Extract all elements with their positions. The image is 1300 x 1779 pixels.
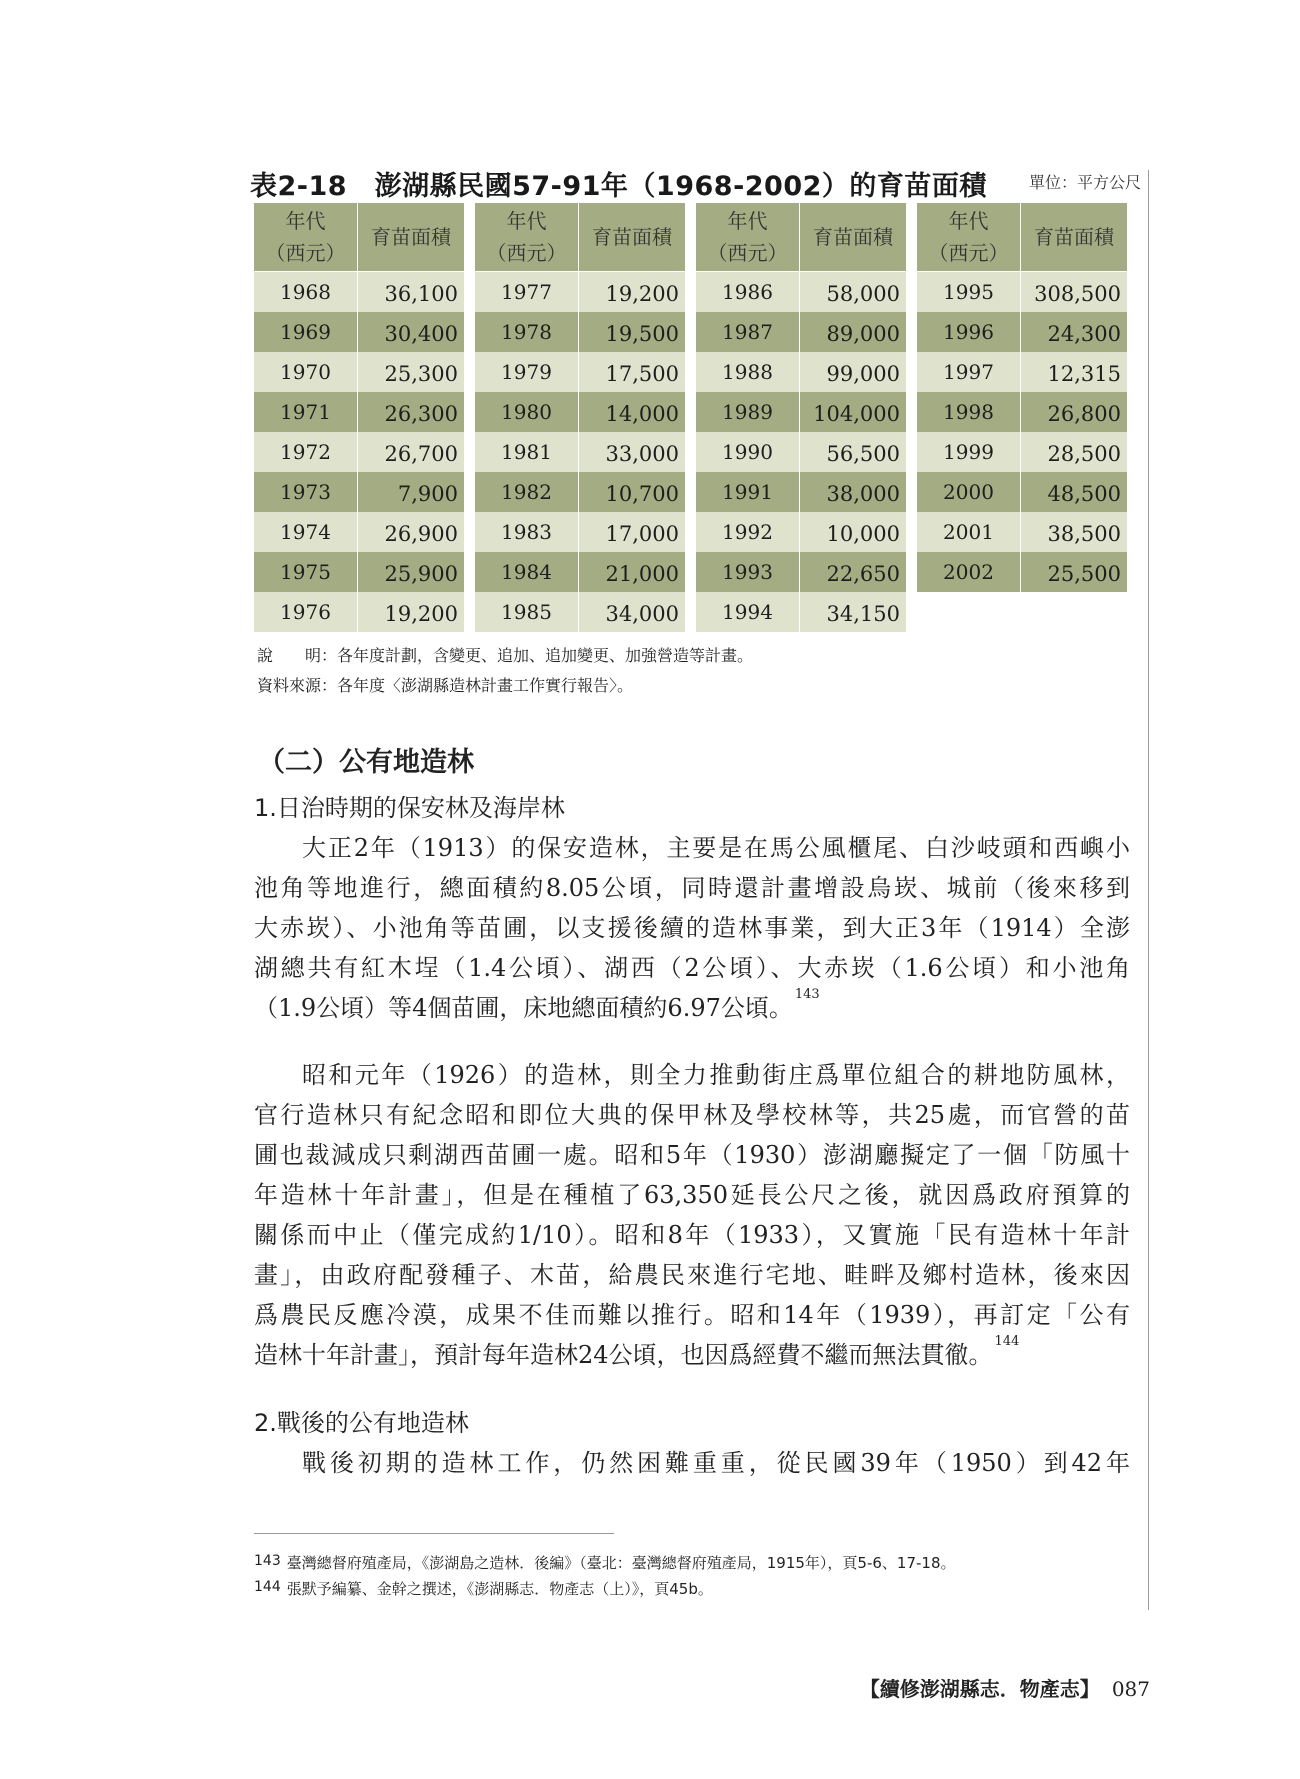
header-value [1021, 203, 1127, 271]
table-column-group [917, 203, 1127, 592]
paragraph-line [254, 1135, 1130, 1170]
header-value [579, 203, 685, 271]
table-row [475, 432, 685, 472]
cell-year: 2000 [917, 472, 1021, 512]
table-row [917, 392, 1127, 432]
paragraph-line-text: 大赤崁）、小池角等苗圃，以支援後續的造林事業，到大正3年（1914）全澎 [254, 914, 1130, 942]
cell-year: 1991 [696, 472, 800, 512]
table-title: 表2-18 澎湖縣民國57-91年（1968-2002）的育苗面積 [250, 171, 987, 202]
table-header [917, 203, 1127, 272]
table-row [917, 512, 1127, 552]
header-value-label: 育苗面積 [1034, 225, 1114, 249]
paragraph-line [254, 1295, 1130, 1330]
paragraph-line [254, 1335, 1130, 1370]
cell-year: 1983 [475, 512, 579, 552]
cell-area: 48,500 [1047, 482, 1121, 506]
cell-year: 1998 [917, 392, 1021, 432]
table-row [475, 512, 685, 552]
table-row [696, 312, 906, 352]
header-year [475, 203, 579, 271]
table-row [696, 512, 906, 552]
cell-year: 1984 [475, 552, 579, 592]
cell-year: 1978 [475, 312, 579, 352]
table-row [254, 472, 464, 512]
cell-year: 1988 [696, 352, 800, 392]
table-column-group [254, 203, 464, 632]
cell-area: 36,100 [384, 282, 458, 306]
paragraph-line-text: 爲農民反應冷漠，成果不佳而難以推行。昭和14年（1939），再訂定「公有 [254, 1301, 1130, 1329]
cell-area: 19,500 [605, 322, 679, 346]
paragraph-line [254, 988, 1130, 1023]
table-row [254, 312, 464, 352]
paragraph-line [302, 1055, 1130, 1090]
paragraph-line-text: 湖總共有紅木埕（1.4公頃）、湖西（2公頃）、大赤崁（1.6公頃）和小池角 [254, 954, 1130, 982]
footnote-144 [254, 1578, 713, 1599]
cell-area: 26,900 [384, 522, 458, 546]
cell-area: 10,700 [605, 482, 679, 506]
subsection-title-1: 1.日治時期的保安林及海岸林 [254, 794, 565, 822]
cell-year: 1996 [917, 312, 1021, 352]
table-column-group [475, 203, 685, 632]
header-value-label: 育苗面積 [813, 225, 893, 249]
footnote-number: 143 [254, 1553, 281, 1569]
cell-area: 17,000 [605, 522, 679, 546]
cell-area: 14,000 [605, 402, 679, 426]
table-row [475, 392, 685, 432]
subsection-title-2: 2.戰後的公有地造林 [254, 1409, 469, 1437]
header-year-label: 年代 [727, 209, 768, 233]
table-row [696, 392, 906, 432]
cell-year: 1974 [254, 512, 358, 552]
header-year [696, 203, 800, 271]
cell-year: 1980 [475, 392, 579, 432]
cell-area: 19,200 [384, 602, 458, 626]
table-row [475, 472, 685, 512]
cell-year: 1973 [254, 472, 358, 512]
cell-area: 26,700 [384, 442, 458, 466]
paragraph-line-text: 造林十年計畫」，預計每年造林24公頃，也因爲經費不繼而無法貫徹。 [254, 1341, 993, 1369]
table-row [475, 312, 685, 352]
cell-area: 99,000 [826, 362, 900, 386]
footnote-reference[interactable]: 143 [794, 987, 820, 1002]
cell-year: 1990 [696, 432, 800, 472]
table-row [254, 512, 464, 552]
footnote-divider [254, 1533, 614, 1534]
cell-area: 58,000 [826, 282, 900, 306]
cell-year: 1987 [696, 312, 800, 352]
cell-year: 1993 [696, 552, 800, 592]
table-row [254, 592, 464, 632]
table-row [254, 352, 464, 392]
table-row [475, 352, 685, 392]
cell-year: 1985 [475, 592, 579, 632]
table-note-explanation: 說 明：各年度計劃，含變更、追加、追加變更、加強營造等計畫。 [257, 646, 754, 665]
cell-area: 56,500 [826, 442, 900, 466]
paragraph-line-text: 昭和元年（1926）的造林，則全力推動街庄爲單位組合的耕地防風林， [302, 1061, 1130, 1089]
header-year-label: 年代 [285, 209, 326, 233]
table-row [475, 552, 685, 592]
paragraph-line-text: （1.9公頃）等4個苗圃，床地總面積約6.97公頃。 [254, 994, 793, 1022]
paragraph-line-text: 關係而中止（僅完成約1/10）。昭和8年（1933），又實施「民有造林十年計 [254, 1221, 1130, 1249]
table-row [696, 272, 906, 312]
cell-area: 38,000 [826, 482, 900, 506]
table-row [917, 472, 1127, 512]
header-year-label: 年代 [506, 209, 547, 233]
cell-year: 1997 [917, 352, 1021, 392]
cell-year: 1999 [917, 432, 1021, 472]
header-value [800, 203, 906, 271]
cell-area: 30,400 [384, 322, 458, 346]
paragraph-line [254, 1095, 1130, 1130]
header-value-label: 育苗面積 [371, 225, 451, 249]
paragraph-line-text: 年造林十年計畫」，但是在種植了63,350延長公尺之後，就因爲政府預算的 [254, 1181, 1130, 1209]
cell-area: 10,000 [826, 522, 900, 546]
table-row [696, 592, 906, 632]
cell-year: 1989 [696, 392, 800, 432]
cell-area: 7,900 [397, 482, 458, 506]
footer-book-title: 【續修澎湖縣志．物產志】 [859, 1677, 1100, 1701]
cell-area: 26,300 [384, 402, 458, 426]
cell-area: 104,000 [813, 402, 900, 426]
paragraph-line [302, 828, 1130, 863]
footnote-reference[interactable]: 144 [994, 1334, 1020, 1349]
table-row [917, 432, 1127, 472]
header-year-sub: （西元） [265, 241, 346, 265]
header-year-label: 年代 [948, 209, 989, 233]
cell-year: 1971 [254, 392, 358, 432]
cell-area: 38,500 [1047, 522, 1121, 546]
table-row [254, 552, 464, 592]
header-value [358, 203, 464, 271]
table-row [254, 432, 464, 472]
header-year-sub: （西元） [928, 241, 1009, 265]
cell-year: 1976 [254, 592, 358, 632]
cell-year: 2001 [917, 512, 1021, 552]
paragraph-line-text: 畫」，由政府配發種子、木苗，給農民來進行宅地、畦畔及鄉村造林，後來因 [254, 1261, 1130, 1289]
cell-area: 17,500 [605, 362, 679, 386]
cell-area: 12,315 [1047, 362, 1121, 386]
footnote-143 [254, 1552, 956, 1573]
header-year-sub: （西元） [707, 241, 788, 265]
table-row [917, 312, 1127, 352]
table-row [696, 432, 906, 472]
table-row [254, 392, 464, 432]
footnote-text: 臺灣總督府殖產局，《澎湖島之造林．後編》（臺北：臺灣總督府殖產局，1915年），頁5-6、17-18。 [286, 1554, 956, 1572]
paragraph-line [254, 1175, 1130, 1210]
paragraph-line [254, 868, 1130, 903]
table-note-source: 資料來源：各年度〈澎湖縣造林計畫工作實行報告〉。 [257, 676, 634, 695]
table-caption [250, 164, 1145, 200]
cell-year: 1995 [917, 272, 1021, 312]
paragraph-line [254, 1255, 1130, 1290]
table-row [917, 352, 1127, 392]
cell-area: 308,500 [1034, 282, 1121, 306]
cell-area: 21,000 [605, 562, 679, 586]
table-row [917, 552, 1127, 592]
table-row [696, 472, 906, 512]
cell-year: 1972 [254, 432, 358, 472]
cell-year: 1982 [475, 472, 579, 512]
cell-year: 1968 [254, 272, 358, 312]
paragraph-3-line: 戰後初期的造林工作，仍然困難重重，從民國39年（1950）到42年 [302, 1449, 1130, 1477]
table-header [254, 203, 464, 272]
header-year [917, 203, 1021, 271]
paragraph-line [254, 908, 1130, 943]
cell-year: 1970 [254, 352, 358, 392]
header-year-sub: （西元） [486, 241, 567, 265]
cell-area: 28,500 [1047, 442, 1121, 466]
header-value-label: 育苗面積 [592, 225, 672, 249]
table-column-group [696, 203, 906, 632]
cell-area: 34,000 [605, 602, 679, 626]
cell-year: 1986 [696, 272, 800, 312]
table-unit: 單位：平方公尺 [1028, 173, 1141, 192]
cell-year: 1979 [475, 352, 579, 392]
table-row [254, 272, 464, 312]
header-year [254, 203, 358, 271]
cell-area: 34,150 [826, 602, 900, 626]
paragraph-line-text: 大正2年（1913）的保安造林，主要是在馬公風櫃尾、白沙岐頭和西嶼小 [302, 834, 1130, 862]
cell-year: 1994 [696, 592, 800, 632]
table-header [475, 203, 685, 272]
page-footer [860, 1673, 1150, 1702]
table-row [696, 552, 906, 592]
cell-area: 25,500 [1047, 562, 1121, 586]
footnote-number: 144 [254, 1579, 281, 1595]
footnote-text: 張默予編纂、金幹之撰述，《澎湖縣志．物產志（上）》，頁45b。 [286, 1580, 713, 1598]
cell-area: 24,300 [1047, 322, 1121, 346]
paragraph-line-text: 池角等地進行，總面積約8.05公頃，同時還計畫增設烏崁、城前（後來移到 [254, 874, 1130, 902]
cell-area: 33,000 [605, 442, 679, 466]
seedling-area-table [254, 203, 1129, 639]
cell-year: 1977 [475, 272, 579, 312]
cell-year: 1969 [254, 312, 358, 352]
paragraph-line-text: 官行造林只有紀念昭和即位大典的保甲林及學校林等，共25處，而官營的苗 [254, 1101, 1130, 1129]
cell-year: 2002 [917, 552, 1021, 592]
cell-year: 1992 [696, 512, 800, 552]
cell-area: 19,200 [605, 282, 679, 306]
paragraph-line [254, 1215, 1130, 1250]
table-row [475, 272, 685, 312]
cell-area: 26,800 [1047, 402, 1121, 426]
cell-area: 89,000 [826, 322, 900, 346]
page-margin-rule [1148, 170, 1149, 1610]
page-number: 087 [1111, 1677, 1150, 1701]
cell-year: 1975 [254, 552, 358, 592]
table-row [696, 352, 906, 392]
paragraph-line-text: 圃也裁減成只剩湖西苗圃一處。昭和5年（1930）澎湖廳擬定了一個「防風十 [254, 1141, 1130, 1169]
cell-area: 25,900 [384, 562, 458, 586]
cell-year: 1981 [475, 432, 579, 472]
section-title: （二）公有地造林 [258, 747, 474, 778]
cell-area: 25,300 [384, 362, 458, 386]
table-row [917, 272, 1127, 312]
paragraph-line [254, 948, 1130, 983]
cell-area: 22,650 [826, 562, 900, 586]
table-header [696, 203, 906, 272]
table-row [475, 592, 685, 632]
